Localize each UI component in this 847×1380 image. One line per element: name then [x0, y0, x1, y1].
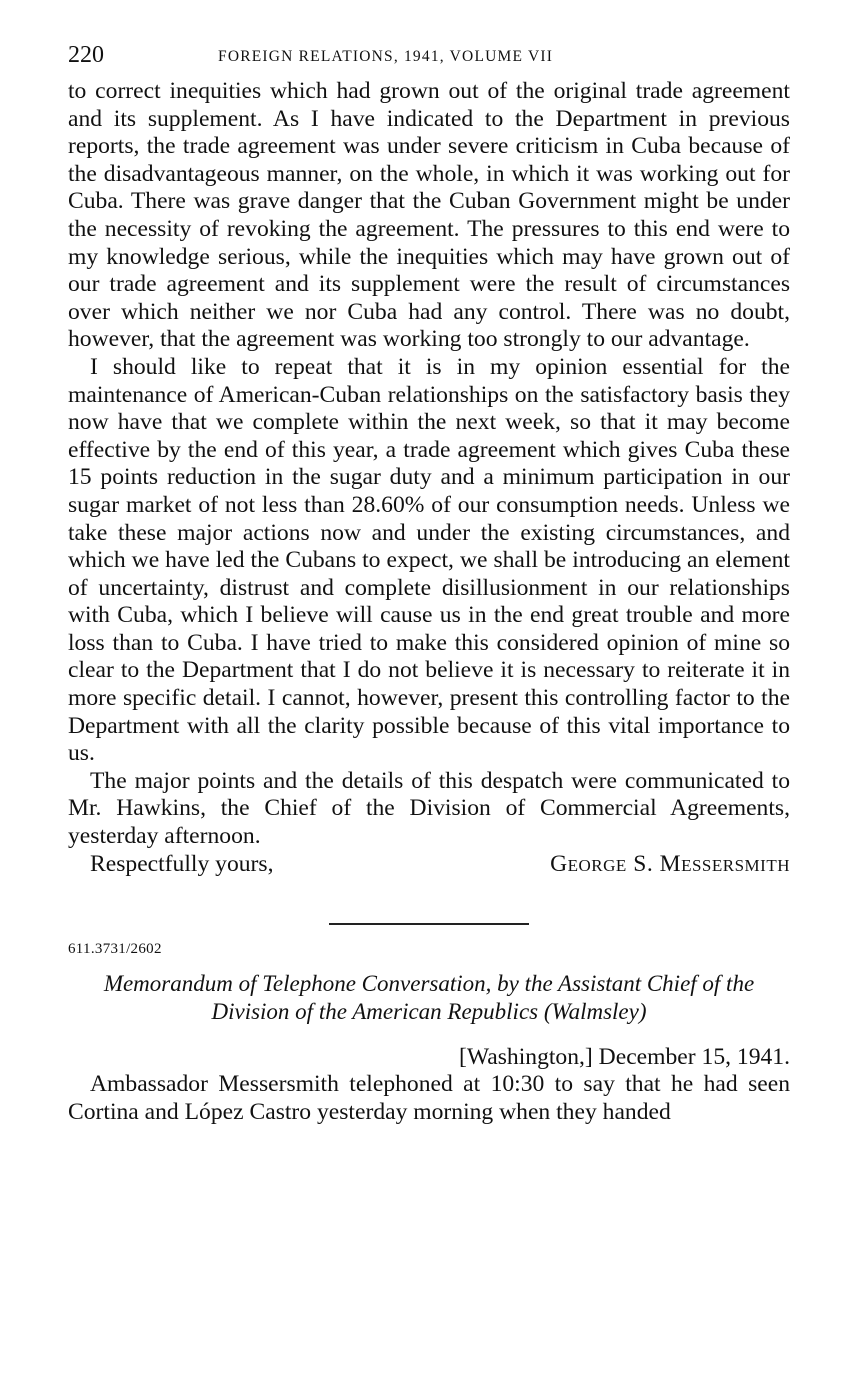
section-divider — [329, 923, 529, 925]
memo-title: Memorandum of Telephone Conversation, by the Assistant Chief of the Division of the American Republics (Walmsley) — [103, 970, 755, 1024]
body-paragraph-2: I should like to repeat that it is in my opinion essential for the maintenance of American-Cuban relationships on the satisfactory basis they now have that we complete within the next week, so that it may become effective by the end of this year, a trade agreement which gives Cuba these 15 points reduction in the sugar duty and a minimum participation in our sugar market of not less than 28.60% of our consumption needs. Unless we take these major actions now and under the existing circumstances, and which we have led the Cubans to expect, we shall be introducing an element of uncertainty, distrust and complete disillusionment in our relationships with Cuba, which I believe will cause us in the end great trouble and more loss than to Cuba. I have tried to make this considered opinion of mine so clear to the Department that I do not believe it is necessary to reiterate it in more specific detail. I cannot, however, present this controlling factor to the Department with all the clarity possible because of this vital importance to us. — [68, 353, 790, 767]
file-number: 611.3731/2602 — [68, 940, 162, 957]
page-header — [68, 38, 790, 78]
body-paragraph-1: to correct inequities which had grown out of the original trade agreement and its supplement. As I have indicated to the Department in previous reports, the trade agreement was under severe criticism in Cuba because of the disadvantageous manner, on the whole, in which it was working out for Cuba. There was grave danger that the Cuban Government might be under the necessity of revoking the agreement. The pressures to this end were to my knowledge serious, while the inequities which may have grown out of our trade agreement and its supplement were the result of circumstances over which neither we nor Cuba had any control. There was no doubt, however, that the agreement was working too strongly to our advantage. — [68, 78, 790, 353]
memo-paragraph-1: Ambassador Messersmith telephoned at 10:30 to say that he had seen Cortina and López Castro yesterday morning when they handed — [68, 1071, 790, 1125]
closing-line — [68, 851, 790, 879]
running-head: FOREIGN RELATIONS, 1941, VOLUME VII — [218, 48, 554, 65]
body-paragraph-3: The major points and the details of this despatch were communicated to Mr. Hawkins, the Chief of the Division of Commercial Agreements, yesterday afternoon. — [68, 767, 790, 850]
page-number: 220 — [68, 42, 104, 68]
document-page — [68, 38, 790, 1126]
closing-salutation: Respectfully yours, — [90, 850, 274, 877]
signature: George S. Messersmith — [550, 850, 790, 877]
dateline: [Washington,] December 15, 1941. — [459, 1043, 790, 1070]
